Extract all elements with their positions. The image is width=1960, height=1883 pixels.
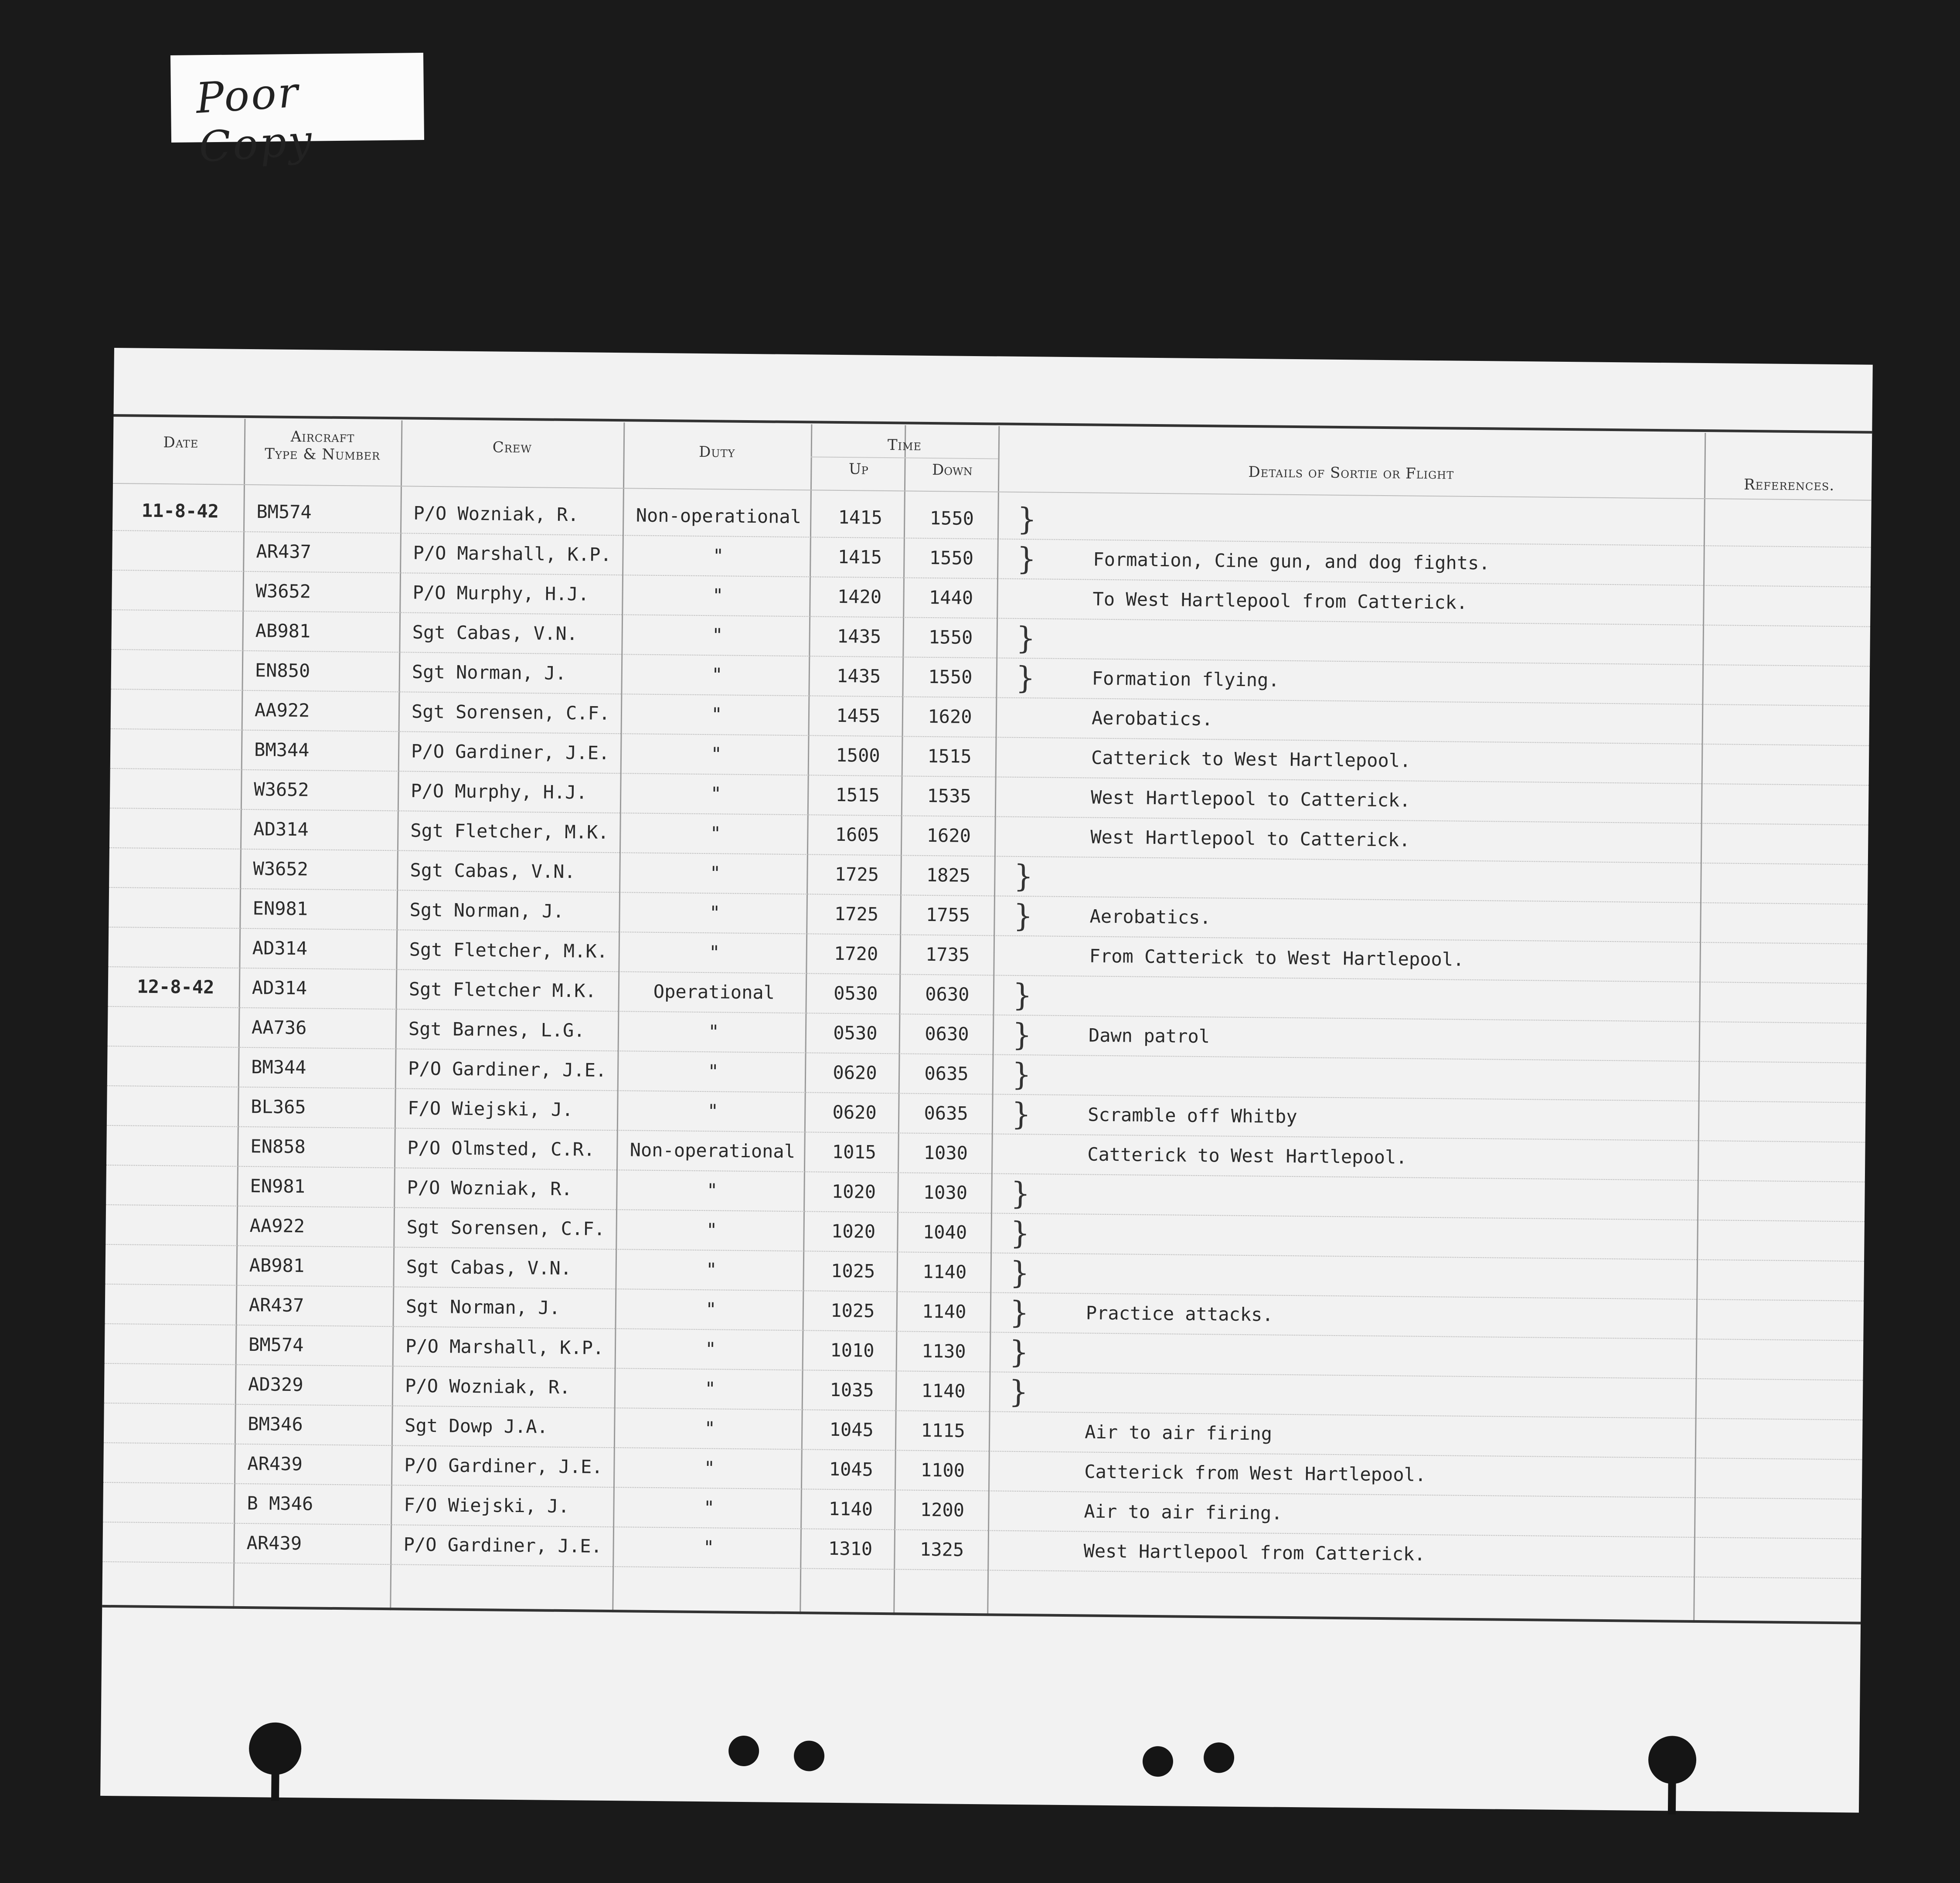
row-duty: " xyxy=(711,704,722,725)
row-time-up: 0620 xyxy=(832,1101,877,1123)
row-date xyxy=(117,1372,226,1373)
punch-hole-3 xyxy=(1143,1746,1174,1777)
row-aircraft: BM574 xyxy=(256,501,312,523)
row-aircraft: AA922 xyxy=(249,1215,305,1237)
row-details: Dawn patrol xyxy=(1088,1024,1210,1047)
header-crew: Crew xyxy=(492,438,532,457)
header-aircraft-line1: Aircraft xyxy=(290,428,355,446)
row-duty: " xyxy=(710,823,721,844)
row-aircraft: AD314 xyxy=(252,937,308,959)
row-date xyxy=(118,1332,227,1333)
row-aircraft: AR439 xyxy=(247,1453,303,1475)
row-details: Catterick to West Hartlepool. xyxy=(1091,747,1411,772)
row-crew: P/O Gardiner, J.E. xyxy=(403,1533,602,1557)
row-details: Catterick to West Hartlepool. xyxy=(1087,1143,1407,1168)
group-brace: } xyxy=(1015,659,1035,696)
row-duty: Operational xyxy=(653,980,775,1003)
row-date xyxy=(120,1134,229,1135)
row-crew: P/O Olmsted, C.R. xyxy=(407,1137,595,1160)
row-duty: " xyxy=(711,624,723,646)
row-time-up: 1025 xyxy=(830,1299,875,1322)
row-date xyxy=(121,1015,230,1016)
row-time-down: 1200 xyxy=(920,1499,965,1521)
row-time-up: 1725 xyxy=(834,903,879,925)
row-date xyxy=(124,698,233,699)
row-crew: Sgt Cabas, V.N. xyxy=(410,859,576,883)
row-crew: Sgt Fletcher M.K. xyxy=(408,978,597,1002)
bottom-rule xyxy=(102,1605,1861,1625)
row-date xyxy=(120,1094,229,1095)
row-details: Formation, Cine gun, and dog fights. xyxy=(1093,548,1490,574)
row-duty: " xyxy=(704,1417,716,1439)
punch-hole-1 xyxy=(728,1736,759,1767)
row-crew: Sgt Norman, J. xyxy=(405,1295,561,1319)
row-aircraft: AR437 xyxy=(256,540,312,563)
row-duty: " xyxy=(704,1378,716,1400)
row-crew: F/O Wiejski, J. xyxy=(404,1494,570,1517)
group-brace: } xyxy=(1016,620,1036,656)
group-brace: } xyxy=(1012,977,1032,1013)
row-time-down: 1140 xyxy=(922,1261,967,1283)
row-time-down: 1030 xyxy=(923,1181,968,1203)
row-time-up: 1420 xyxy=(837,585,882,608)
row-details: From Catterick to West Hartlepool. xyxy=(1089,945,1464,970)
row-time-up: 1415 xyxy=(837,546,882,568)
row-time-down: 1440 xyxy=(929,586,973,608)
header-down: Down xyxy=(932,461,973,479)
row-aircraft: BM346 xyxy=(248,1413,303,1435)
row-date xyxy=(120,1055,229,1056)
row-duty: " xyxy=(703,1497,715,1519)
group-brace: } xyxy=(1011,1175,1031,1212)
row-crew: F/O Wiejski, J. xyxy=(408,1097,573,1121)
row-time-up: 1020 xyxy=(831,1220,876,1242)
row-time-up: 1720 xyxy=(834,942,878,965)
row-crew: P/O Gardiner, J.E. xyxy=(411,740,610,764)
row-duty: " xyxy=(708,942,720,963)
row-time-up: 0530 xyxy=(834,982,878,1004)
row-time-up: 1725 xyxy=(834,863,879,885)
row-crew: P/O Marshall, K.P. xyxy=(405,1335,604,1359)
row-duty: " xyxy=(706,1179,718,1201)
row-aircraft: B M346 xyxy=(247,1492,313,1515)
row-time-up: 0620 xyxy=(833,1061,877,1084)
row-duty: " xyxy=(703,1536,715,1558)
row-time-up: 1515 xyxy=(835,784,880,806)
row-details: West Hartlepool to Catterick. xyxy=(1090,786,1411,811)
row-time-down: 0630 xyxy=(925,983,970,1005)
row-time-down: 1535 xyxy=(927,785,972,807)
row-time-up: 1010 xyxy=(830,1339,875,1361)
row-date: 11-8-42 xyxy=(141,500,219,522)
row-date: 12-8-42 xyxy=(137,975,214,998)
row-date xyxy=(119,1253,228,1254)
header-references: References. xyxy=(1743,476,1835,494)
row-aircraft: AR439 xyxy=(246,1532,302,1554)
group-brace: } xyxy=(1017,540,1037,577)
row-aircraft: AD314 xyxy=(253,818,309,840)
row-time-up: 1025 xyxy=(830,1260,875,1282)
row-time-down: 0635 xyxy=(924,1062,969,1084)
header-up: Up xyxy=(848,460,869,478)
row-time-up: 1455 xyxy=(836,704,881,727)
row-time-up: 1140 xyxy=(828,1498,873,1520)
row-aircraft: W3652 xyxy=(253,858,309,880)
row-details: Aerobatics. xyxy=(1091,707,1213,730)
row-aircraft: W3652 xyxy=(254,778,309,801)
row-aircraft: EN850 xyxy=(255,659,310,682)
row-aircraft: AB981 xyxy=(249,1254,305,1277)
row-crew: P/O Wozniak, R. xyxy=(405,1375,571,1398)
row-details: Aerobatics. xyxy=(1089,905,1211,928)
row-duty: Non-operational xyxy=(630,1139,796,1162)
row-date xyxy=(116,1491,225,1492)
row-duty: " xyxy=(705,1298,717,1320)
row-duty: " xyxy=(708,1060,719,1082)
header-aircraft-line2: Type & Number xyxy=(265,445,381,464)
row-time-down: 1620 xyxy=(928,705,972,727)
row-aircraft: EN981 xyxy=(250,1175,306,1197)
row-date xyxy=(126,539,235,540)
operations-record-sheet xyxy=(100,348,1873,1813)
row-aircraft: AB981 xyxy=(255,620,311,642)
row-crew: P/O Wozniak, R. xyxy=(413,502,579,526)
row-time-up: 1435 xyxy=(837,625,881,647)
row-crew: Sgt Norman, J. xyxy=(412,661,567,684)
row-time-up: 1035 xyxy=(830,1379,874,1401)
group-brace: } xyxy=(1010,1215,1030,1251)
row-duty: " xyxy=(712,585,724,606)
row-time-down: 1550 xyxy=(929,507,974,529)
row-duty: " xyxy=(706,1219,718,1241)
row-duty: " xyxy=(712,545,724,567)
row-crew: Sgt Cabas, V.N. xyxy=(406,1256,572,1279)
row-aircraft: AA922 xyxy=(254,699,310,721)
row-time-down: 1130 xyxy=(922,1340,966,1362)
row-date xyxy=(123,817,232,818)
binder-slot-right xyxy=(1668,1779,1676,1814)
row-details: West Hartlepool from Catterick. xyxy=(1083,1540,1426,1565)
row-crew: Sgt Cabas, V.N. xyxy=(412,621,578,645)
poor-copy-text: Poor Copy xyxy=(194,68,315,172)
row-time-down: 1550 xyxy=(928,626,973,648)
row-time-up: 1310 xyxy=(828,1537,873,1560)
group-brace: } xyxy=(1012,1016,1032,1053)
row-time-up: 1500 xyxy=(836,744,880,766)
row-date xyxy=(118,1293,227,1294)
row-date xyxy=(117,1412,226,1413)
sortie-rows xyxy=(113,492,1872,1565)
group-brace: } xyxy=(1017,501,1037,537)
group-brace: } xyxy=(1011,1056,1032,1093)
row-date xyxy=(123,777,232,778)
row-duty: Non-operational xyxy=(636,504,802,528)
row-details: West Hartlepool to Catterick. xyxy=(1090,826,1410,851)
row-time-up: 1045 xyxy=(829,1458,874,1480)
punch-hole-4 xyxy=(1204,1742,1235,1773)
row-time-down: 1755 xyxy=(926,904,970,926)
row-duty: " xyxy=(711,743,722,765)
row-time-down: 1550 xyxy=(929,547,974,569)
group-brace: } xyxy=(1009,1334,1029,1370)
row-time-up: 1605 xyxy=(835,823,880,846)
row-crew: Sgt Fletcher, M.K. xyxy=(410,819,609,843)
header-time: Time xyxy=(887,436,922,454)
row-duty: " xyxy=(705,1338,716,1360)
row-time-down: 1825 xyxy=(926,864,971,886)
row-time-down: 0630 xyxy=(925,1023,969,1045)
row-time-up: 0530 xyxy=(833,1022,878,1044)
row-time-down: 1100 xyxy=(920,1459,965,1481)
row-details: Scramble off Whitby xyxy=(1087,1104,1297,1128)
row-aircraft: EN981 xyxy=(252,897,308,920)
row-time-down: 1115 xyxy=(921,1419,966,1441)
poor-copy-label xyxy=(170,53,424,172)
row-time-up: 1015 xyxy=(832,1141,877,1163)
binder-slot-left xyxy=(271,1771,279,1801)
row-aircraft: BM344 xyxy=(254,739,310,761)
row-crew: Sgt Sorensen, C.F. xyxy=(411,700,610,724)
group-brace: } xyxy=(1014,858,1034,894)
row-time-down: 0635 xyxy=(924,1102,969,1124)
row-time-up: 1020 xyxy=(831,1180,876,1203)
header-details: Details of Sortie or Flight xyxy=(1248,463,1454,483)
row-time-down: 1140 xyxy=(922,1300,966,1322)
row-date xyxy=(119,1174,228,1175)
row-date xyxy=(119,1213,228,1214)
row-details: Catterick from West Hartlepool. xyxy=(1084,1461,1426,1486)
row-crew: Sgt Barnes, L.G. xyxy=(408,1018,585,1041)
row-details: Formation flying. xyxy=(1092,667,1279,691)
group-brace: } xyxy=(1010,1254,1030,1291)
group-brace: } xyxy=(1013,897,1033,934)
row-time-up: 1415 xyxy=(838,506,883,528)
row-duty: " xyxy=(709,902,721,924)
row-time-up: 1045 xyxy=(829,1418,874,1441)
row-aircraft: AA736 xyxy=(251,1016,307,1039)
row-time-down: 1515 xyxy=(927,745,972,767)
row-aircraft: EN858 xyxy=(250,1135,306,1158)
row-date xyxy=(124,658,233,659)
row-details: Practice attacks. xyxy=(1085,1302,1273,1326)
row-duty: " xyxy=(708,1021,719,1043)
row-crew: Sgt Dowp J.A. xyxy=(405,1414,548,1438)
punch-hole-2 xyxy=(794,1740,825,1771)
row-duty: " xyxy=(707,1100,719,1122)
row-time-down: 1030 xyxy=(923,1142,968,1164)
row-aircraft: AR437 xyxy=(248,1294,304,1316)
row-duty: " xyxy=(709,862,721,884)
row-crew: Sgt Fletcher, M.K. xyxy=(409,938,608,962)
row-duty: " xyxy=(711,664,723,686)
binder-hole-right xyxy=(1648,1736,1697,1784)
row-date xyxy=(116,1531,225,1532)
row-crew: P/O Wozniak, R. xyxy=(407,1176,573,1200)
group-brace: } xyxy=(1011,1096,1031,1132)
row-crew: P/O Marshall, K.P. xyxy=(413,542,612,565)
header-duty: Duty xyxy=(698,443,735,461)
row-date xyxy=(125,579,234,580)
binder-hole-left xyxy=(249,1722,302,1775)
row-crew: P/O Gardiner, J.E. xyxy=(404,1454,603,1478)
row-duty: " xyxy=(704,1457,715,1479)
row-aircraft: BM344 xyxy=(251,1056,306,1078)
row-time-down: 1620 xyxy=(926,824,971,846)
row-duty: " xyxy=(705,1259,717,1281)
row-aircraft: BL365 xyxy=(251,1096,306,1118)
group-brace: } xyxy=(1009,1294,1029,1331)
row-crew: Sgt Norman, J. xyxy=(409,899,564,922)
row-time-down: 1735 xyxy=(925,943,970,965)
row-crew: P/O Murphy, H.J. xyxy=(412,581,589,605)
row-crew: P/O Murphy, H.J. xyxy=(411,780,588,803)
row-details: To West Hartlepool from Catterick. xyxy=(1092,588,1468,613)
row-aircraft: BM574 xyxy=(248,1334,304,1356)
row-date xyxy=(122,896,231,897)
row-time-up: 1435 xyxy=(837,665,881,687)
row-details: Air to air firing. xyxy=(1084,1500,1283,1524)
row-aircraft: AD329 xyxy=(248,1373,303,1396)
row-date xyxy=(117,1451,226,1452)
row-time-down: 1040 xyxy=(922,1221,967,1243)
group-brace: } xyxy=(1008,1373,1029,1410)
row-details: Air to air firing xyxy=(1084,1421,1273,1445)
row-aircraft: W3652 xyxy=(255,580,311,602)
row-time-down: 1140 xyxy=(921,1380,966,1402)
row-aircraft: AD314 xyxy=(252,977,307,999)
row-time-down: 1550 xyxy=(928,666,973,688)
header-date: Date xyxy=(163,434,199,452)
row-time-down: 1325 xyxy=(919,1538,964,1560)
row-date xyxy=(122,936,231,937)
row-crew: P/O Gardiner, J.E. xyxy=(408,1057,607,1081)
row-crew: Sgt Sorensen, C.F. xyxy=(406,1216,606,1240)
row-duty: " xyxy=(710,783,722,805)
